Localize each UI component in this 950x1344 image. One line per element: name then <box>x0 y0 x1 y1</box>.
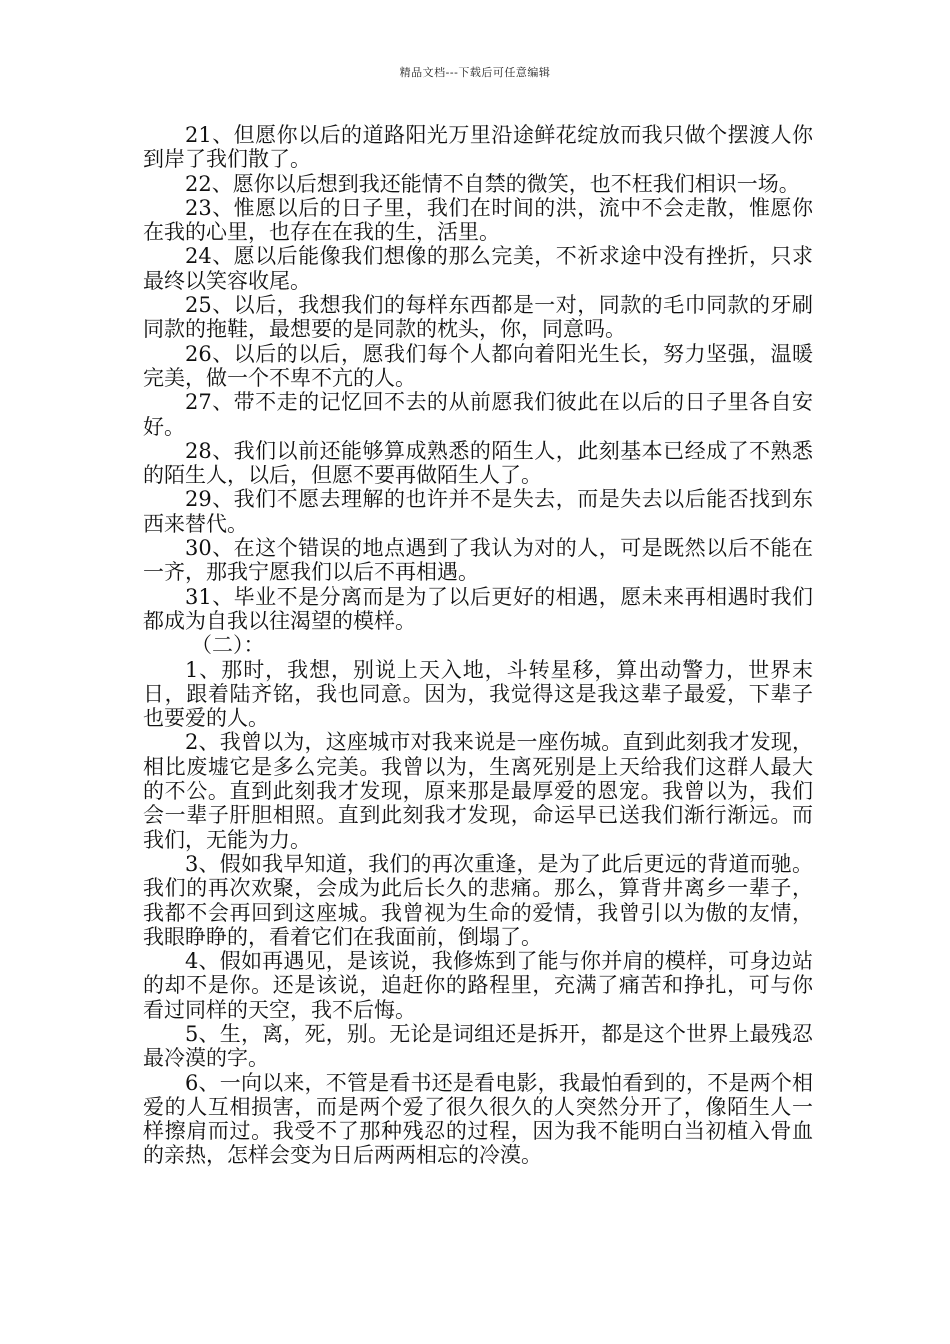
paragraph: 31、毕业不是分离而是为了以后更好的相遇，愿未来再相遇时我们都成为自我以往渴望的模样。 <box>143 584 813 633</box>
paragraph: 2、我曾以为，这座城市对我来说是一座伤城。直到此刻我才发现，相比废墟它是多么完美。我曾以为，生离死别是上天给我们这群人最大的不公。直到此刻我才发现，原来那是最厚爱的恩宠。我曾以为，我们会一辈子肝胆相照。直到此刻我才发现，命运早已送我们渐行渐远。而我们，无能为力。 <box>143 730 813 852</box>
paragraph: 21、但愿你以后的道路阳光万里沿途鲜花绽放而我只做个摆渡人你到岸了我们散了。 <box>143 123 813 172</box>
paragraph: 3、假如我早知道，我们的再次重逢，是为了此后更远的背道而驰。我们的再次欢聚，会成为此后长久的悲痛。那么，算背井离乡一辈子，我都不会再回到这座城。我曾视为生命的爱情，我曾引以为傲的友情，我眼睁睁的，看着它们在我面前，倒塌了。 <box>143 851 813 949</box>
paragraph: 1、那时，我想，别说上天入地，斗转星移，算出动警力，世界末日，跟着陆齐铭，我也同意。因为，我觉得这是我这辈子最爱，下辈子也要爱的人。 <box>143 657 813 731</box>
paragraph: 6、一向以来，不管是看书还是看电影，我最怕看到的，不是两个相爱的人互相损害，而是两个爱了很久很久的人突然分开了，像陌生人一样擦肩而过。我受不了那种残忍的过程，因为我不能明白当初植入骨血的亲热，怎样会变为日后两两相忘的冷漠。 <box>143 1070 813 1168</box>
paragraph: 5、生，离，死，别。无论是词组还是拆开，都是这个世界上最残忍最冷漠的字。 <box>143 1021 813 1071</box>
document-body <box>143 123 813 1168</box>
paragraph: 30、在这个错误的地点遇到了我认为对的人，可是既然以后不能在一齐，那我宁愿我们以后不再相遇。 <box>143 536 813 585</box>
paragraph: 28、我们以前还能够算成熟悉的陌生人，此刻基本已经成了不熟悉的陌生人，以后，但愿不要再做陌生人了。 <box>143 438 813 488</box>
paragraph: 25、以后，我想我们的每样东西都是一对，同款的毛巾同款的牙刷同款的拖鞋，最想要的是同款的枕头，你，同意吗。 <box>143 293 813 342</box>
paragraph: 4、假如再遇见，是该说，我修炼到了能与你并肩的模样，可身边站的却不是你。还是该说，追赶你的路程里，充满了痛苦和挣扎，可与你看过同样的天空，我不后悔。 <box>143 949 813 1022</box>
section-heading: （二）： <box>191 633 265 658</box>
paragraph: 27、带不走的记忆回不去的从前愿我们彼此在以后的日子里各自安好。 <box>143 390 813 439</box>
paragraph: 23、惟愿以后的日子里，我们在时间的洪，流中不会走散，惟愿你在我的心里，也存在在我的生，活里。 <box>143 195 813 245</box>
paragraph: 26、以后的以后，愿我们每个人都向着阳光生长，努力坚强，温暖完美，做一个不卑不亢的人。 <box>143 341 813 390</box>
paragraph: 29、我们不愿去理解的也许并不是失去，而是失去以后能否找到东西来替代。 <box>143 487 813 536</box>
paragraph: 24、愿以后能像我们想像的那么完美，不祈求途中没有挫折，只求最终以笑容收尾。 <box>143 244 813 293</box>
paragraph: 22、愿你以后想到我还能情不自禁的微笑，也不枉我们相识一场。 <box>185 171 800 196</box>
header-note: 精品文档---下载后可任意编辑 <box>399 66 551 79</box>
